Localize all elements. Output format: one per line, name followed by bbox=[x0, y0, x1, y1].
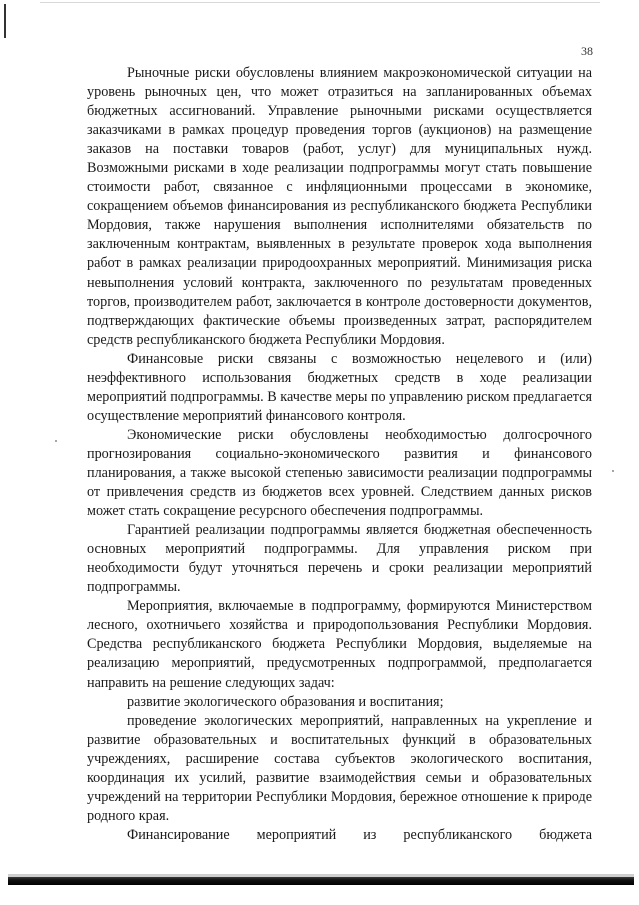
paragraph-measures: Мероприятия, включаемые в подпрограмму, формируются Министерством лесного, охотничьего хозяйства и природопользования Республики Мордовия. Средства республиканского бюджета Республики Мордовия, выделяемые на реализацию мероприятий, предусмотренных подпрограммой, предполагается направить на решение следующих задач: bbox=[87, 598, 592, 691]
page-number: 38 bbox=[581, 44, 593, 58]
paragraph-task-2: проведение экологических мероприятий, направленных на укрепление и развитие образовательных и воспитательных функций в образовательных учреждениях, расширение состава субъектов экологического воспитания, координация их усилий, развитие взаимодействия семьи и образовательных учреждений на территории Республики Мордовия, бережное отношение к природе родного края. bbox=[87, 712, 592, 824]
paragraph-financial-risks: Финансовые риски связаны с возможностью нецелевого и (или) неэффективного использования бюджетных средств в ходе реализации мероприятий подпрограммы. В качестве меры по управлению риском предлагается осуществление мероприятий финансового контроля. bbox=[87, 350, 592, 424]
scan-bottom-edge bbox=[8, 877, 634, 885]
paragraph-economic-risks: Экономические риски обусловлены необходимостью долгосрочного прогнозирования социально-экономического развития и финансового планирования, а также высокой степенью зависимости реализации подпрограммы от привлечения средств из бюджетов всех уровней. Следствием данных рисков может стать сокращение ресурсного обеспечения подпрограммы. bbox=[87, 426, 592, 520]
paragraph-guarantee: Гарантией реализации подпрограммы является бюджетная обеспеченность основных мероприятий подпрограммы. Для управления риском при необходимости будут уточняться перечень и сроки реализации мероприятий подпрограммы. bbox=[87, 522, 592, 596]
scan-top-edge bbox=[40, 2, 600, 3]
paragraph-task-1: развитие экологического образования и воспитания; bbox=[127, 693, 444, 710]
scan-margin-mark bbox=[4, 4, 6, 38]
document-body bbox=[87, 64, 592, 845]
paragraph-market-risks: Рыночные риски обусловлены влиянием макроэкономической ситуации на уровень рыночных цен, что может отразиться на запланированных объемах бюджетных ассигнований. Управление рыночными рисками осуществляется заказчиками в рамках процедур проведения торгов (аукционов) на размещение заказов на поставки товаров (работ, услуг) для муниципальных нужд. Возможными рисками в ходе реализации подпрограммы могут стать повышение стоимости работ, связанное с инфляционными процессами в экономике, сокращением объемов финансирования из республиканского бюджета Республики Мордовия, также нарушения выполнения исполнителями обязательств по заключенным контрактам, выявленных в результате проверок хода выполнения работ в рамках реализации природоохранных мероприятий. Минимизация риска невыполнения условий контракта, заключенного по результатам проведенных торгов, производителем работ, заключается в контроле достоверности документов, подтверждающих фактические объемы произведенных затрат, распорядителем средств республиканского бюджета Республики Мордовия. bbox=[87, 65, 592, 348]
scan-speck bbox=[55, 440, 57, 442]
paragraph-financing: Финансирование мероприятий из республиканского бюджета bbox=[127, 826, 592, 843]
scan-speck bbox=[612, 470, 614, 472]
